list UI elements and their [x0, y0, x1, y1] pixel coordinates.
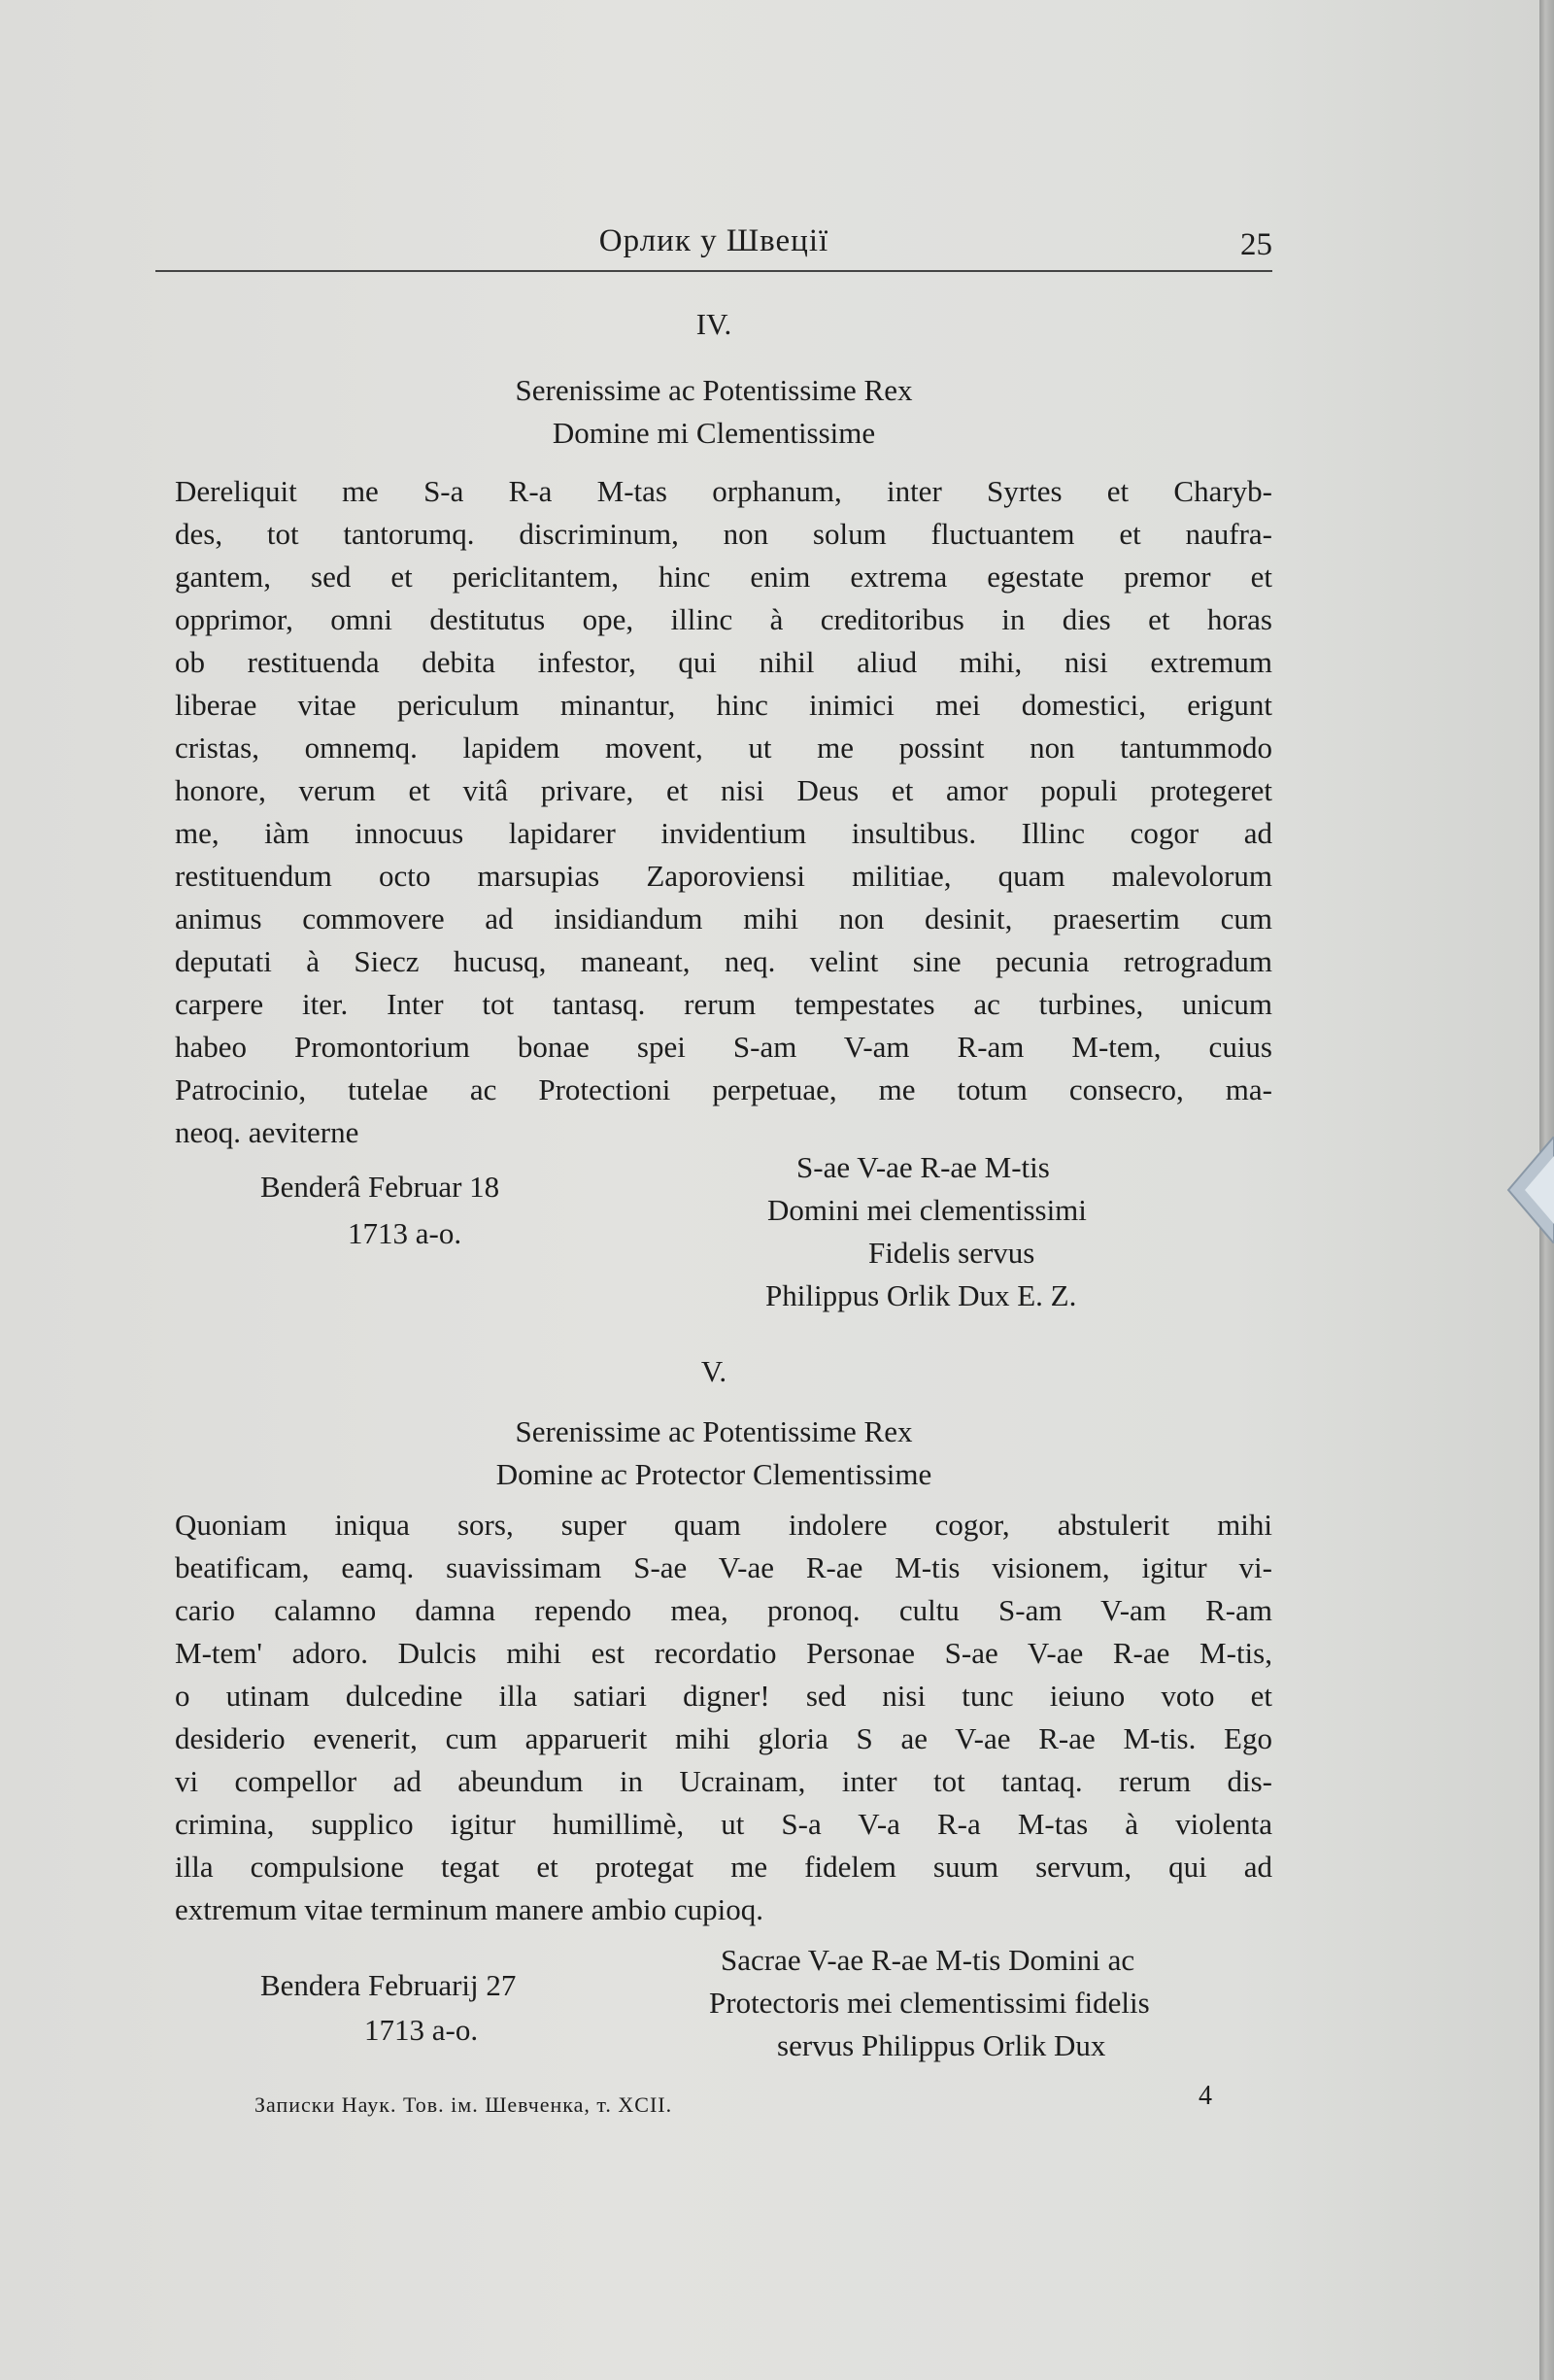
body-line: deputati à Siecz hucusq, maneant, neq. velint sine pecunia retrogradum: [175, 944, 1272, 978]
body-line: carpere iter. Inter tot tantasq. rerum tempestates ac turbines, unicum: [175, 987, 1272, 1021]
body-line: extremum vitae terminum manere ambio cupioq.: [175, 1892, 764, 1926]
running-header: [155, 223, 1272, 272]
body-line: habeo Promontorium bonae spei S-am V-am R-am M-tem, cuius: [175, 1030, 1272, 1064]
running-title: Орлик у Швеції: [598, 223, 829, 258]
letter-5-salutation-line-1: Serenissime ac Potentissime Rex: [515, 1414, 913, 1448]
body-line: Dereliquit me S-a R-a M-tas orphanum, inter Syrtes et Charyb-: [175, 474, 1272, 508]
body-line: neoq. aeviterne: [175, 1115, 359, 1149]
sheet-signature-mark: Записки Наук. Тов. ім. Шевченка, т. XCII.: [254, 2092, 673, 2117]
letter-5-place-date: Bendera Februarij 27: [260, 1968, 517, 2002]
page-marker-icon: [1501, 1137, 1554, 1243]
body-line: gantem, sed et periclitantem, hinc enim extrema egestate premor et: [175, 560, 1272, 594]
sheet-number: 4: [1199, 2081, 1212, 2111]
body-line: liberae vitae periculum minantur, hinc inimici mei domestici, erigunt: [175, 688, 1272, 722]
letter-4-salutation-line-1: Serenissime ac Potentissime Rex: [515, 373, 913, 407]
body-line: illa compulsione tegat et protegat me fidelem suum servum, qui ad: [175, 1850, 1272, 1884]
body-line: vi compellor ad abeundum in Ucrainam, inter tot tantaq. rerum dis-: [175, 1764, 1272, 1798]
body-line: cristas, omnemq. lapidem movent, ut me possint non tantummodo: [175, 731, 1272, 765]
body-line: ob restituenda debita infestor, qui nihil aliud mihi, nisi extremum: [175, 645, 1272, 679]
body-line: opprimor, omni destitutus ope, illinc à creditoribus in dies et horas: [175, 602, 1272, 636]
body-line: cario calamno damna rependo mea, pronoq. cultu S-am V-am R-am: [175, 1593, 1272, 1627]
body-line: o utinam dulcedine illa satiari digner! sed nisi tunc ieiuno voto et: [175, 1679, 1272, 1713]
letter-4-signature-line-1: S-ae V-ae R-ae M-tis: [796, 1150, 1050, 1184]
letter-5-salutation-line-2: Domine ac Protector Clementissime: [495, 1457, 932, 1491]
body-line: honore, verum et vitâ privare, et nisi Deus et amor populi protegeret: [175, 773, 1272, 807]
body-line: me, iàm innocuus lapidarer invidentium insultibus. Illinc cogor ad: [175, 816, 1272, 850]
letter-5-signature-line-2: Protectoris mei clementissimi fidelis: [709, 1986, 1150, 2020]
letter-4-place-date: Benderâ Februar 18: [260, 1170, 500, 1204]
letter-5-numeral: V.: [700, 1354, 727, 1388]
letter-5-signature-line-1: Sacrae V-ae R-ae M-tis Domini ac: [721, 1943, 1135, 1977]
body-line: M-tem' adoro. Dulcis mihi est recordatio Personae S-ae V-ae R-ae M-tis,: [175, 1636, 1272, 1670]
body-line: crimina, supplico igitur humillimè, ut S-a V-a R-a M-tas à violenta: [175, 1807, 1272, 1841]
letter-4-signature-line-3: Fidelis servus: [868, 1236, 1035, 1270]
page-number: 25: [1240, 227, 1272, 262]
letter-4-numeral: IV.: [695, 307, 732, 341]
body-line: beatificam, eamq. suavissimam S-ae V-ae R-ae M-tis visionem, igitur vi-: [175, 1550, 1272, 1584]
letter-4-signature-line-4: Philippus Orlik Dux E. Z.: [765, 1278, 1077, 1312]
body-line: restituendum octo marsupias Zaporoviensi militiae, quam malevolorum: [175, 859, 1272, 893]
body-line: animus commovere ad insidiandum mihi non desinit, praesertim cum: [175, 901, 1272, 935]
letter-5-signature-line-3: servus Philippus Orlik Dux: [777, 2028, 1106, 2062]
body-line: des, tot tantorumq. discriminum, non solum fluctuantem et naufra-: [175, 517, 1272, 551]
body-line: Patrocinio, tutelae ac Protectioni perpetuae, me totum consecro, ma-: [175, 1072, 1272, 1106]
body-line: Quoniam iniqua sors, super quam indolere cogor, abstulerit mihi: [175, 1508, 1272, 1542]
letter-5-year: 1713 a-o.: [364, 2013, 479, 2047]
letter-4-year: 1713 a-o.: [348, 1216, 462, 1250]
letter-4-salutation-line-2: Domine mi Clementissime: [552, 416, 876, 450]
letter-4-signature-line-2: Domini mei clementissimi: [767, 1193, 1087, 1227]
body-line: desiderio evenerit, cum apparuerit mihi gloria S ae V-ae R-ae M-tis. Ego: [175, 1721, 1272, 1755]
